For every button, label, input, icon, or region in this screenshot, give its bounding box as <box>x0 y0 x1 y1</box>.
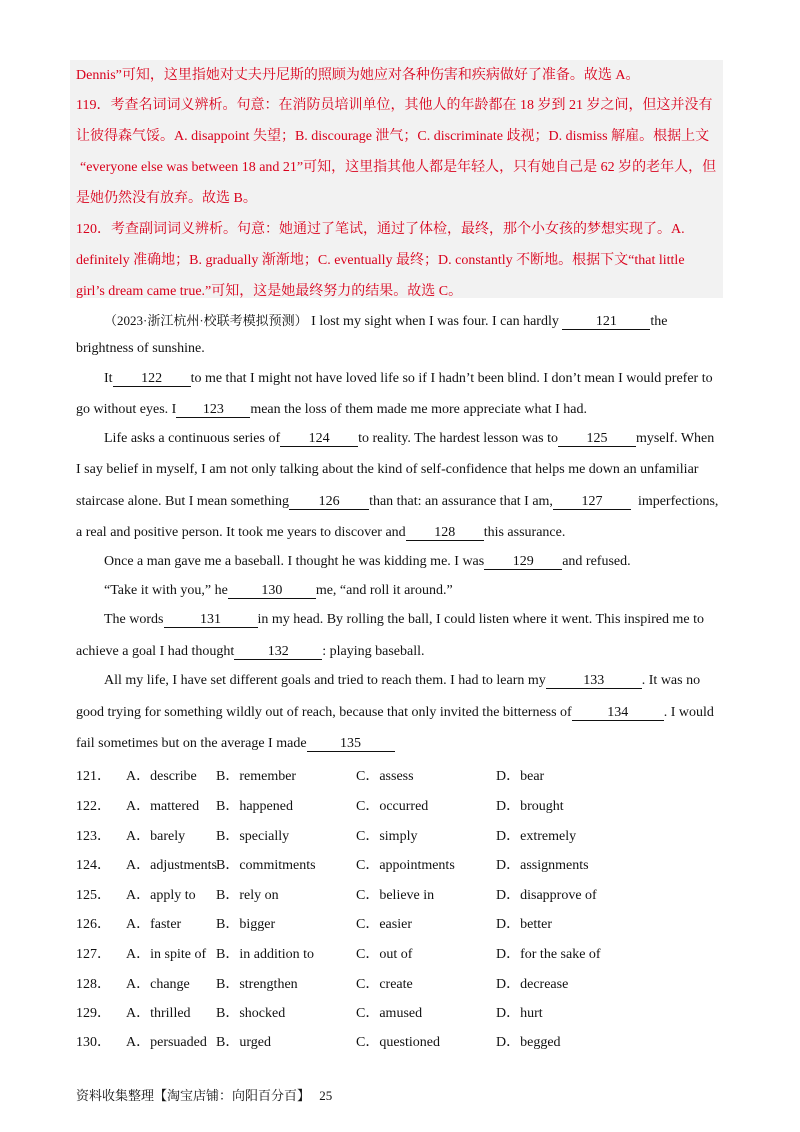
passage-line: Once a man gave me a baseball. I thought he was kidding me. I was 129 and refused. <box>104 554 631 569</box>
page-number: 25 <box>319 1088 333 1103</box>
blank-127: 127 <box>553 494 631 510</box>
option-c: C．questioned <box>356 1035 440 1050</box>
option-a: A．mattered <box>126 799 200 814</box>
passage-line: All my life, I have set different goals and tried to reach them. I had to learn my 133 . It was no <box>104 673 701 688</box>
option-row-127: 127． A．in spite of B．in addition to C．out of D．for the sake of <box>76 943 716 963</box>
option-b: B．bigger <box>216 917 276 932</box>
passage-line: good trying for something wildly out of reach, because that only invited the bitterness of 134 . I would <box>76 705 714 720</box>
passage-line: It 122 to me that I might not have loved life so if I hadn’t been blind. I don’t mean I would prefer to <box>104 371 713 386</box>
answer-line: 120．考查副词词义辨析。句意：她通过了笔试，通过了体检，最终，那个小女孩的梦想实现了。A. <box>76 222 685 237</box>
option-d: D．decrease <box>496 977 569 992</box>
option-d: D．disapprove of <box>496 888 597 903</box>
blank-122: 122 <box>113 371 191 387</box>
passage-line: staircase alone. But I mean something 126 than that: an assurance that I am, 127 imperfections, <box>76 494 719 509</box>
option-b: B．rely on <box>216 888 279 903</box>
blank-121: 121 <box>562 314 650 330</box>
answer-line: 是她仍然没有放弃。故选 B。 <box>76 191 257 206</box>
option-c: C．appointments <box>356 858 455 873</box>
answer-line: girl’s dream came true.”可知，这是她最终努力的结果。故选 C。 <box>76 284 463 299</box>
option-b: B．shocked <box>216 1006 286 1021</box>
passage-source: （2023·浙江杭州·校联考模拟预测） <box>104 313 308 328</box>
option-b: B．commitments <box>216 858 316 873</box>
option-d: D．assignments <box>496 858 589 873</box>
option-c: C．simply <box>356 829 418 844</box>
option-d: D．extremely <box>496 829 577 844</box>
option-c: C．out of <box>356 947 413 962</box>
option-a: A．persuaded <box>126 1035 207 1050</box>
passage-line: achieve a goal I had thought 132 : playing baseball. <box>76 644 425 659</box>
passage-line: Life asks a continuous series of 124 to reality. The hardest lesson was to 125 myself. When <box>104 431 715 446</box>
option-row-126: 126． A．faster B．bigger C．easier D．better <box>76 913 716 933</box>
blank-124: 124 <box>280 431 358 447</box>
blank-134: 134 <box>572 705 664 721</box>
option-a: A．apply to <box>126 888 196 903</box>
option-c: C．create <box>356 977 413 992</box>
footer-text: 资料收集整理【淘宝店铺：向阳百分百】 <box>76 1088 311 1103</box>
option-a: A．thrilled <box>126 1006 191 1021</box>
option-a: A．change <box>126 977 190 992</box>
option-c: C．believe in <box>356 888 435 903</box>
option-b: B．strengthen <box>216 977 298 992</box>
blank-126: 126 <box>289 494 369 510</box>
answer-line: 让彼得森气馁。A. disappoint 失望；B. discourage 泄气；C. discriminate 歧视；D. dismiss 解雇。根据上文 <box>76 129 710 144</box>
option-b: B．happened <box>216 799 293 814</box>
passage-line: go without eyes. I 123 mean the loss of them made me more appreciate what I had. <box>76 402 587 417</box>
option-d: D．hurt <box>496 1006 543 1021</box>
option-c: C．easier <box>356 917 412 932</box>
option-c: C．assess <box>356 769 414 784</box>
answer-line: 119．考查名词词义辨析。句意：在消防员培训单位，其他人的年龄都在 18 岁到 21 岁之间，但这并没有 <box>76 98 713 113</box>
passage-line: brightness of sunshine. <box>76 341 205 356</box>
blank-131: 131 <box>164 612 258 628</box>
option-row-125: 125． A．apply to B．rely on C．believe in D．disapprove of <box>76 884 716 904</box>
option-row-122: 122． A．mattered B．happened C．occurred D．brought <box>76 795 716 815</box>
option-d: D．brought <box>496 799 564 814</box>
option-d: D．bear <box>496 769 545 784</box>
option-row-124: 124． A．adjustments B．commitments C．appointments D．assignments <box>76 854 716 874</box>
option-row-121: 121． A．describe B．remember C．assess D．bear <box>76 765 716 785</box>
blank-125: 125 <box>558 431 636 447</box>
page-footer <box>76 1085 332 1104</box>
answer-line: “everyone else was between 18 and 21”可知，这里指其他人都是年轻人，只有她自己是 62 岁的老年人，但 <box>80 160 717 175</box>
option-d: D．better <box>496 917 552 932</box>
option-a: A．in spite of <box>126 947 207 962</box>
answer-line: Dennis”可知，这里指她对丈夫丹尼斯的照顾为她应对各种伤害和疾病做好了准备。故选 A。 <box>76 68 640 83</box>
blank-132: 132 <box>234 644 322 660</box>
option-d: D．for the sake of <box>496 947 601 962</box>
passage-line: a real and positive person. It took me years to discover and 128 this assurance. <box>76 525 566 540</box>
option-a: A．barely <box>126 829 186 844</box>
blank-130: 130 <box>228 583 316 599</box>
option-a: A．adjustments <box>126 858 217 873</box>
passage-line: “Take it with you,” he 130 me, “and roll it around.” <box>104 583 453 598</box>
option-b: B．remember <box>216 769 297 784</box>
answer-line: definitely 准确地；B. gradually 渐渐地；C. eventually 最终；D. constantly 不断地。根据下文“that little <box>76 253 685 268</box>
option-c: C．amused <box>356 1006 423 1021</box>
option-b: B．urged <box>216 1035 271 1050</box>
option-d: D．begged <box>496 1035 561 1050</box>
option-b: B．specially <box>216 829 290 844</box>
option-b: B．in addition to <box>216 947 314 962</box>
passage-line: （2023·浙江杭州·校联考模拟预测） I lost my sight when I was four. I can hardly 121 the <box>104 313 668 329</box>
blank-129: 129 <box>484 554 562 570</box>
option-a: A．describe <box>126 769 197 784</box>
passage-line: I say belief in myself, I am not only talking about the kind of self-confidence that helps me down an unfamiliar <box>76 462 699 477</box>
passage-line: The words 131 in my head. By rolling the ball, I could listen where it went. This inspired me to <box>104 612 704 627</box>
option-row-128: 128． A．change B．strengthen C．create D．decrease <box>76 973 716 993</box>
option-row-129: 129． A．thrilled B．shocked C．amused D．hurt <box>76 1002 716 1022</box>
passage-line: fail sometimes but on the average I made 135 <box>76 736 395 752</box>
blank-123: 123 <box>176 402 250 418</box>
option-c: C．occurred <box>356 799 429 814</box>
option-row-123: 123． A．barely B．specially C．simply D．extremely <box>76 825 716 845</box>
blank-128: 128 <box>406 525 484 541</box>
blank-135: 135 <box>307 736 395 752</box>
option-row-130: 130． A．persuaded B．urged C．questioned D．begged <box>76 1031 716 1051</box>
blank-133: 133 <box>546 673 642 689</box>
option-a: A．faster <box>126 917 182 932</box>
